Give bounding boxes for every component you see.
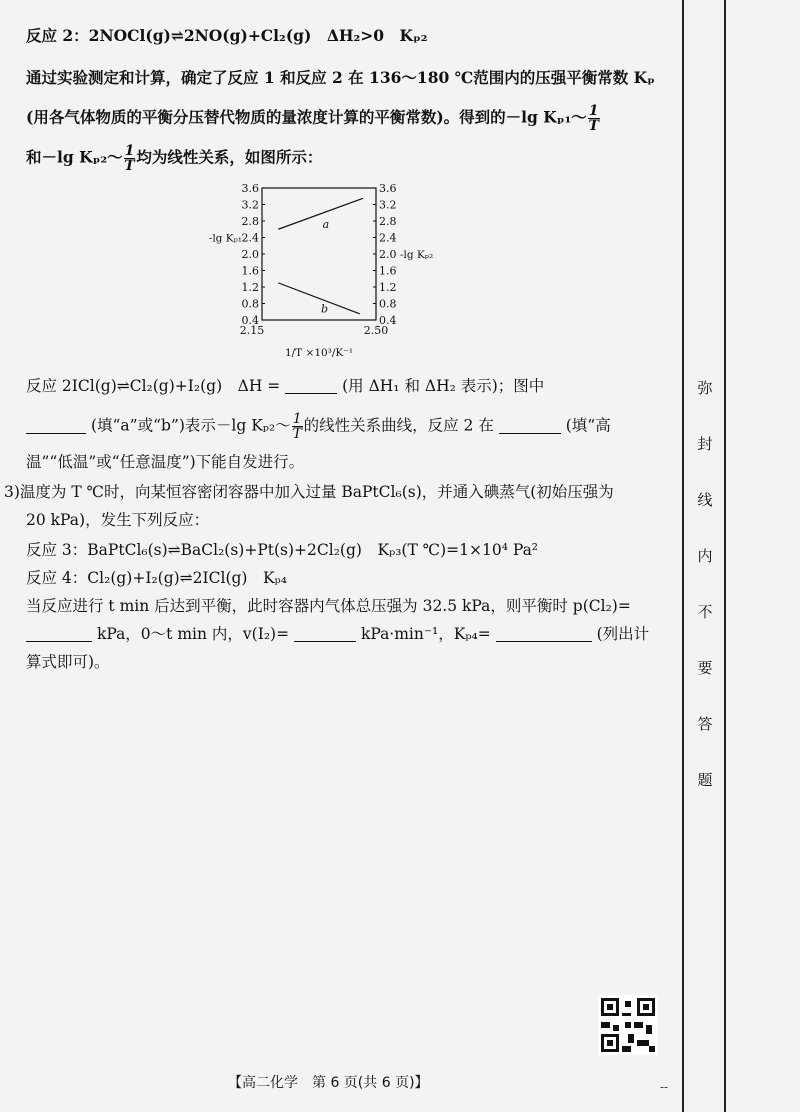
binding-line-left	[682, 0, 684, 1112]
text-line-13-b: kPa·min⁻¹，Kₚ₄=	[360, 625, 491, 643]
x-tick-label: 2.50	[363, 324, 389, 337]
side-char: 封	[697, 435, 713, 453]
text-line-6-b: 的线性关系曲线，反应 2 在	[303, 416, 494, 435]
y-tick-label-left: 0.4	[241, 314, 259, 327]
text-line-3-content: (用各气体物质的平衡分压替代物质的量浓度计算的平衡常数)。得到的－lg Kₚ₁～	[26, 107, 587, 127]
y-axis-label-left: -lg Kₚ₁	[208, 232, 242, 245]
y-tick-label-left: 2.8	[241, 215, 259, 228]
x-axis-label: 1/T ×10³/K⁻¹	[284, 347, 354, 359]
sealing-line-notice	[696, 360, 714, 808]
text-line-2: 通过实验测定和计算，确定了反应 1 和反应 2 在 136～180 ℃范围内的压强平衡常数 Kₚ	[26, 68, 655, 87]
text-line-3	[26, 104, 601, 133]
y-tick-label-right: 2.8	[379, 215, 397, 228]
text-line-13-c: (列出计	[596, 625, 650, 643]
text-line-4-b: 均为线性关系，如图所示：	[136, 147, 323, 167]
y-tick-label-right: 3.6	[379, 182, 397, 195]
y-tick-label-left: 1.6	[241, 264, 259, 278]
reaction-ICl-text: 反应 2ICl(g)⇌Cl₂(g)+I₂(g) ΔH =	[26, 377, 281, 395]
answer-blank-spontaneity[interactable]	[499, 417, 561, 434]
side-char: 题	[697, 771, 713, 789]
text-line-4	[26, 144, 322, 173]
y-tick-label-right: 1.2	[379, 281, 397, 294]
x-tick-label: 2.15	[239, 324, 265, 337]
reaction-3-line: 反应 3：BaPtCl₆(s)⇌BaCl₂(s)+Pt(s)+2Cl₂(g) Kₚ₃(T ℃)=1×10⁴ Pa²	[26, 541, 539, 559]
answer-blank-deltaH[interactable]	[285, 377, 337, 394]
reaction-2-line: 反应 2：2NOCl(g)⇌2NO(g)+Cl₂(g) ΔH₂>0 Kₚ₂	[26, 26, 428, 45]
side-char: 线	[697, 491, 713, 509]
answer-blank-curve[interactable]	[26, 417, 86, 434]
answer-blank-pCl2[interactable]	[26, 625, 92, 642]
y-tick-label-left: 0.8	[241, 297, 259, 311]
side-char: 弥	[697, 379, 713, 397]
y-tick-label-left: 2.4	[241, 231, 259, 245]
binding-line-right	[724, 0, 726, 1112]
y-axis-label-right: -lg Kₚ₂	[400, 249, 434, 261]
y-tick-label-right: 2.4	[379, 231, 397, 245]
question-3-line: 3)温度为 T ℃时，向某恒容密闭容器中加入过量 BaPtCl₆(s)，并通入碘蒸气(初始压强为	[4, 483, 614, 501]
text-line-9: 20 kPa)，发生下列反应：	[26, 511, 210, 529]
series-line-a	[278, 198, 363, 229]
side-char: 不	[697, 603, 713, 621]
y-tick-label-left: 3.6	[241, 182, 259, 195]
text-line-6-a: (填“a”或“b”)表示－lg Kₚ₂～	[90, 416, 291, 435]
y-tick-label-right: 0.8	[379, 297, 397, 311]
y-tick-label-left: 2.0	[241, 248, 259, 261]
text-line-13-a: kPa，0～t min 内，v(I₂)=	[96, 625, 290, 643]
text-line-12: 当反应进行 t min 后达到平衡，此时容器内气体总压强为 32.5 kPa，则平衡时 p(Cl₂)=	[26, 597, 631, 615]
text-line-6	[26, 412, 611, 441]
text-line-7: 温”“低温”或“任意温度”)下能自发进行。	[26, 453, 305, 471]
side-char: 答	[697, 715, 713, 733]
series-line-b	[278, 283, 359, 314]
side-char: 要	[697, 659, 713, 677]
text-line-4-a: 和－lg Kₚ₂～	[26, 147, 123, 167]
series-label-b: b	[321, 302, 329, 316]
text-line-14: 算式即可)。	[26, 653, 110, 671]
qr-code-icon	[598, 994, 658, 1056]
plot-frame	[262, 188, 376, 320]
linear-relationship-chart	[190, 180, 450, 370]
text-line-6-c: (填“高	[565, 416, 611, 435]
y-tick-label-right: 2.0	[379, 248, 397, 261]
fraction-1-over-T: $\frac{1}{T}$	[292, 411, 302, 442]
y-tick-label-right: 1.6	[379, 264, 397, 278]
side-char: 内	[697, 547, 713, 565]
y-tick-label-right: 3.2	[379, 198, 397, 212]
fraction-1-over-T: $\frac{1}{T}$	[588, 103, 599, 134]
page-footer: 【高二化学 第 6 页(共 6 页)】	[228, 1075, 429, 1091]
reaction-4-line: 反应 4：Cl₂(g)+I₂(g)⇌2ICl(g) Kₚ₄	[26, 569, 287, 587]
answer-blank-Kp4[interactable]	[496, 625, 592, 642]
text-line-5	[26, 374, 544, 398]
answer-blank-rate[interactable]	[294, 625, 356, 642]
corner-mark: --	[660, 1080, 669, 1094]
fraction-1-over-T: $\frac{1}{T}$	[124, 143, 135, 174]
y-tick-label-right: 0.4	[379, 314, 397, 327]
text-line-13	[26, 622, 649, 646]
y-tick-label-left: 3.2	[241, 198, 259, 212]
y-tick-label-left: 1.2	[241, 281, 259, 294]
series-label-a: a	[322, 217, 330, 231]
text-line-5-b: (用 ΔH₁ 和 ΔH₂ 表示)；图中	[342, 377, 545, 395]
